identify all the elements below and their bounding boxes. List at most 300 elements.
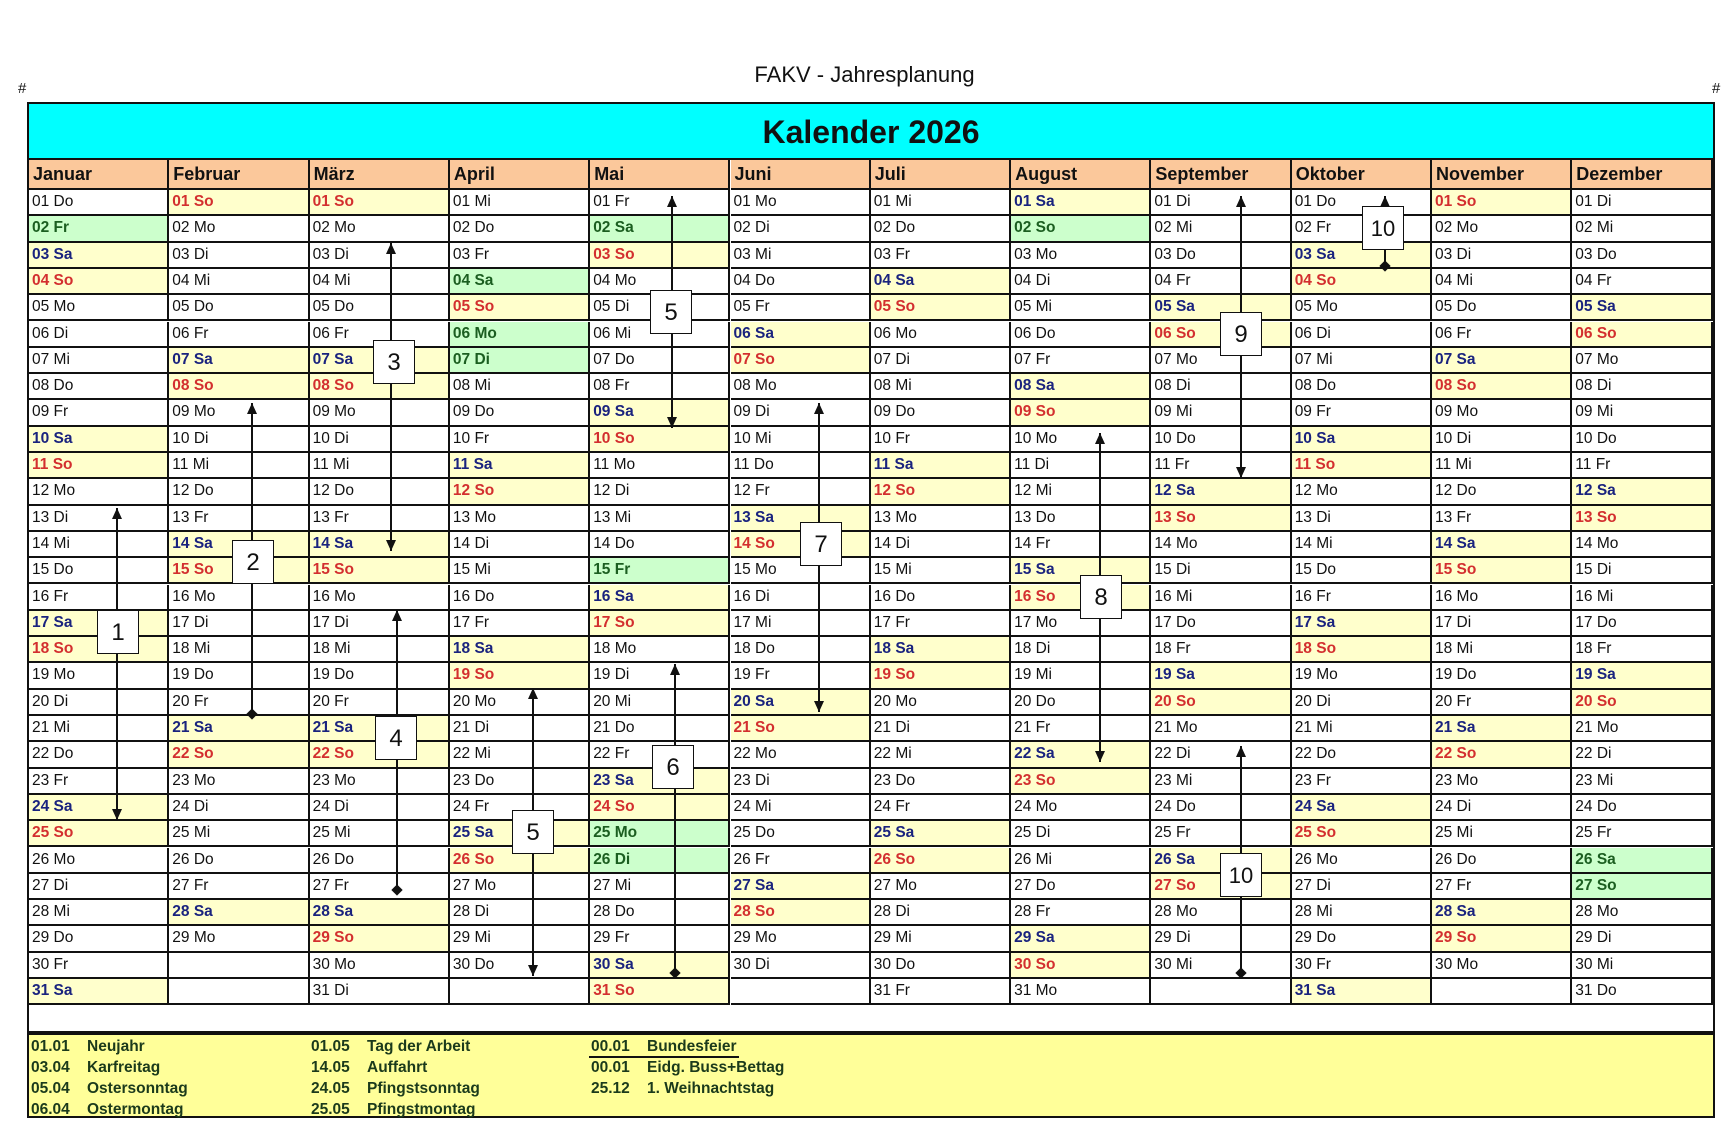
day-cell: 09 Mi [1572,400,1712,426]
day-cell: 06 Fr [310,322,450,348]
day-cell: 29 So [1432,926,1572,952]
day-cell: 07 Mi [29,348,169,374]
month-header: Februar [169,160,309,190]
day-cell: 22 Di [1572,742,1712,768]
day-cell: 12 Mi [1011,479,1151,505]
month-header: März [310,160,450,190]
day-cell: 20 Fr [310,690,450,716]
month-header: Mai [590,160,730,190]
day-cell: 23 Mi [1572,769,1712,795]
day-cell: 08 Di [1572,374,1712,400]
day-cell: 08 Mo [731,374,871,400]
day-cell: 13 Mo [871,506,1011,532]
day-cell: 02 Do [871,216,1011,242]
day-cell: 11 Mi [310,453,450,479]
day-cell: 04 Fr [1151,269,1291,295]
day-cell: 21 Mi [29,716,169,742]
day-cell: 09 Mo [310,400,450,426]
day-cell: 26 Di [590,848,730,874]
day-cell: 07 Mo [1151,348,1291,374]
day-cell: 03 Do [1572,243,1712,269]
arrow-head [667,196,677,207]
day-cell: 01 Di [1151,190,1291,216]
day-cell: 22 So [1432,742,1572,768]
day-cell: 13 Di [1292,506,1432,532]
legend-holiday-name: Ostermontag [87,1101,184,1118]
day-cell: 15 Mi [450,558,590,584]
day-cell: 09 So [1011,400,1151,426]
day-cell: 13 Fr [310,506,450,532]
day-cell: 01 So [1432,190,1572,216]
day-cell: 11 Mo [590,453,730,479]
day-cell: 30 Do [450,953,590,979]
day-cell: 27 Mo [871,874,1011,900]
day-cell: 26 Fr [731,848,871,874]
day-cell: 13 Di [29,506,169,532]
day-cell: 22 Mi [871,742,1011,768]
day-cell: 29 Mi [871,926,1011,952]
day-cell: 17 Mo [1011,611,1151,637]
day-cell: 03 Di [310,243,450,269]
day-cell: 04 Sa [450,269,590,295]
day-cell: 30 Mi [1572,953,1712,979]
day-cell: 15 So [310,558,450,584]
marker-box: 5 [650,290,692,334]
day-cell: 31 Mo [1011,979,1151,1005]
day-cell: 23 Fr [1292,769,1432,795]
day-cell: 24 Mi [731,795,871,821]
day-cell: 17 Di [1432,611,1572,637]
day-cell: 31 So [590,979,730,1005]
arrow-head [247,403,257,414]
day-cell: 06 Fr [169,322,309,348]
day-cell: 18 Mi [310,637,450,663]
day-cell: 02 Fr [1292,216,1432,242]
day-cell: 07 Mo [1572,348,1712,374]
day-cell: 05 Mi [1011,295,1151,321]
day-cell: 25 Sa [871,821,1011,847]
day-cell: 13 Mo [450,506,590,532]
month-header: Januar [29,160,169,190]
day-cell: 24 Do [1572,795,1712,821]
day-cell: 26 Do [310,848,450,874]
day-cell: 08 Do [1292,374,1432,400]
day-cell: 14 So [731,532,871,558]
day-cell: 28 So [731,900,871,926]
day-cell: 29 Sa [1011,926,1151,952]
day-cell: 19 Mi [1011,663,1151,689]
day-cell: 28 Sa [1432,900,1572,926]
day-cell: 10 Di [1432,427,1572,453]
day-cell: 09 Fr [29,400,169,426]
legend-date: 01.05 [311,1038,350,1055]
day-cell: 31 Do [1572,979,1712,1005]
day-cell: 30 Mi [1151,953,1291,979]
month-header: Dezember [1572,160,1712,190]
day-cell: 24 Mo [1011,795,1151,821]
day-cell: 05 Do [310,295,450,321]
day-cell: 04 So [29,269,169,295]
legend-date: 03.04 [31,1059,70,1076]
day-cell: 11 Fr [1572,453,1712,479]
day-cell: 28 Mi [1292,900,1432,926]
day-cell: 09 Mo [169,400,309,426]
day-cell: 23 Do [450,769,590,795]
day-cell: 14 Mi [29,532,169,558]
day-cell: 19 Mo [29,663,169,689]
day-cell: 05 Di [590,295,730,321]
day-cell: 20 Mo [871,690,1011,716]
day-cell: 24 Di [169,795,309,821]
day-cell: 10 Fr [450,427,590,453]
day-cell: 03 Mo [1011,243,1151,269]
day-cell: 10 Sa [29,427,169,453]
day-cell: 07 Mi [1292,348,1432,374]
day-cell: 20 Sa [731,690,871,716]
day-cell: 13 Do [1011,506,1151,532]
day-cell: 24 Fr [871,795,1011,821]
day-cell: 23 Mo [1432,769,1572,795]
day-cell: 25 Mi [310,821,450,847]
day-cell: 09 Di [731,400,871,426]
day-cell: 14 Do [590,532,730,558]
day-cell: 03 Fr [450,243,590,269]
day-cell: 11 Sa [450,453,590,479]
day-cell: 05 Sa [1151,295,1291,321]
day-cell: 06 Do [1011,322,1151,348]
legend-date: 25.05 [311,1101,350,1118]
day-cell: 23 Mo [310,769,450,795]
day-cell: 14 Sa [310,532,450,558]
day-cell: 29 Fr [590,926,730,952]
calendar-title: Kalender 2026 [29,104,1713,160]
day-cell: 10 Mo [1011,427,1151,453]
day-cell: 29 Di [1151,926,1291,952]
day-cell: 28 Do [590,900,730,926]
day-cell: 17 Sa [29,611,169,637]
day-cell: 01 So [310,190,450,216]
day-cell: 04 So [1292,269,1432,295]
day-cell: 18 So [29,637,169,663]
day-cell: 12 Do [169,479,309,505]
day-cell: 28 Fr [1011,900,1151,926]
day-cell: 19 Do [1432,663,1572,689]
day-cell: 16 Fr [1292,585,1432,611]
legend-holiday-name: Pfingstmontag [367,1101,476,1118]
day-cell: 30 Do [871,953,1011,979]
day-cell: 04 Sa [871,269,1011,295]
day-cell: 16 Mi [1151,585,1291,611]
day-cell: 21 Fr [1011,716,1151,742]
day-cell: 28 Mi [29,900,169,926]
marker-box: 7 [800,522,842,566]
day-cell: 19 Di [590,663,730,689]
day-cell: 27 Fr [1432,874,1572,900]
day-cell: 22 Mi [450,742,590,768]
day-cell: 21 Mo [1151,716,1291,742]
day-cell: 02 Sa [590,216,730,242]
day-cell: 15 Di [1572,558,1712,584]
arrow-head [667,417,677,428]
day-cell: 14 Mi [1292,532,1432,558]
day-cell: 21 Sa [310,716,450,742]
day-cell: 04 Mo [590,269,730,295]
legend-holiday-name: Tag der Arbeit [367,1038,471,1055]
day-cell: 27 Mo [450,874,590,900]
marker-box: 10 [1362,206,1404,250]
day-cell: 26 Sa [1151,848,1291,874]
day-cell: 03 Sa [1292,243,1432,269]
document-title: FAKV - Jahresplanung [754,62,975,87]
day-cell: 01 Sa [1011,190,1151,216]
day-cell: 15 Do [29,558,169,584]
day-cell: 04 Mi [169,269,309,295]
day-cell: 26 Mo [29,848,169,874]
day-cell: 25 Fr [1572,821,1712,847]
day-cell: 19 Do [169,663,309,689]
day-cell: 03 Sa [29,243,169,269]
day-cell: 13 Sa [731,506,871,532]
day-cell: 29 Mi [450,926,590,952]
day-cell: 08 Mi [450,374,590,400]
day-cell: 17 Mi [731,611,871,637]
day-cell: 12 Mo [29,479,169,505]
day-cell: 11 Sa [871,453,1011,479]
legend-date: 24.05 [311,1080,350,1097]
day-cell: 18 Mi [1432,637,1572,663]
day-cell: 28 Sa [169,900,309,926]
month-header: Juli [871,160,1011,190]
legend-date: 00.01 [591,1059,630,1076]
day-cell: 20 Mi [590,690,730,716]
day-cell: 15 Fr [590,558,730,584]
day-cell: 31 Fr [871,979,1011,1005]
day-cell: 10 Mi [731,427,871,453]
day-cell: 24 Di [1432,795,1572,821]
day-cell: 07 Di [871,348,1011,374]
day-cell: 26 So [871,848,1011,874]
day-cell: 01 Fr [590,190,730,216]
day-cell: 12 Do [1432,479,1572,505]
day-cell: 04 Do [731,269,871,295]
day-cell: 20 So [1572,690,1712,716]
day-cell: 09 Mo [1432,400,1572,426]
day-cell: 19 Sa [1572,663,1712,689]
arrow-head [670,664,680,675]
legend-date: 05.04 [31,1080,70,1097]
day-cell: 08 Do [29,374,169,400]
legend-holiday-name: Eidg. Buss+Bettag [647,1059,785,1076]
day-cell: 27 Do [1011,874,1151,900]
day-cell: 12 Mo [1292,479,1432,505]
day-cell: 23 Do [871,769,1011,795]
day-cell: 03 Fr [871,243,1011,269]
day-cell: 21 So [731,716,871,742]
diamond-end [391,884,402,895]
arrow-head [528,965,538,976]
day-cell: 05 Do [1432,295,1572,321]
day-cell: 22 Fr [590,742,730,768]
day-cell: 25 Mo [590,821,730,847]
legend-holiday-name: Ostersonntag [87,1080,188,1097]
day-cell: 29 Do [29,926,169,952]
day-cell: 21 Di [871,716,1011,742]
legend-date: 25.12 [591,1080,630,1097]
day-cell: 19 Mo [1292,663,1432,689]
day-cell: 08 So [1432,374,1572,400]
day-cell: 07 Di [450,348,590,374]
day-cell: 05 So [871,295,1011,321]
day-cell: 05 Sa [1572,295,1712,321]
day-cell: 09 Sa [590,400,730,426]
day-cell: 02 Mo [310,216,450,242]
day-cell: 26 Mo [1292,848,1432,874]
day-cell: 09 Do [450,400,590,426]
legend-date: 01.01 [31,1038,70,1055]
day-cell: 28 Mo [1151,900,1291,926]
day-cell: 13 So [1151,506,1291,532]
day-cell: 25 Do [731,821,871,847]
day-cell: 11 Fr [1151,453,1291,479]
day-cell: 02 Mi [1151,216,1291,242]
day-cell: 21 Sa [169,716,309,742]
arrow-head [1236,467,1246,478]
day-cell: 16 Di [731,585,871,611]
day-cell: 08 So [169,374,309,400]
day-cell: 28 Di [450,900,590,926]
legend-date: 14.05 [311,1059,350,1076]
day-cell: 02 Fr [29,216,169,242]
day-cell: 26 Mi [1011,848,1151,874]
day-cell: 14 Sa [169,532,309,558]
day-cell: 07 Do [590,348,730,374]
day-cell: 11 So [29,453,169,479]
day-cell: 25 Sa [450,821,590,847]
marker-box: 4 [375,716,417,760]
day-cell: 02 Mo [1432,216,1572,242]
day-cell: 07 Sa [1432,348,1572,374]
day-cell: 01 Mi [871,190,1011,216]
day-cell: 22 Mo [731,742,871,768]
arrow-head [528,688,538,699]
day-cell: 26 Do [1432,848,1572,874]
day-cell: 31 Sa [1292,979,1432,1005]
day-cell: 18 Fr [1572,637,1712,663]
arrow-head [1095,751,1105,762]
day-cell: 31 Di [310,979,450,1005]
day-cell: 09 Mi [1151,400,1291,426]
day-cell: 01 So [169,190,309,216]
day-cell: 17 Di [310,611,450,637]
day-cell: 16 Mo [1432,585,1572,611]
day-cell: 04 Di [1011,269,1151,295]
day-cell: 30 Mo [310,953,450,979]
day-cell: 25 Di [1011,821,1151,847]
day-cell: 12 Fr [731,479,871,505]
day-cell: 15 Mo [731,558,871,584]
arrow-head [814,403,824,414]
day-cell: 27 So [1151,874,1291,900]
day-cell: 07 So [731,348,871,374]
day-cell: 22 Do [29,742,169,768]
day-cell: 05 Mo [29,295,169,321]
day-cell: 02 Di [731,216,871,242]
day-cell: 29 Do [1292,926,1432,952]
day-cell: 29 So [310,926,450,952]
day-cell: 17 Do [1572,611,1712,637]
day-cell: 06 Di [29,322,169,348]
day-cell: 13 Mi [590,506,730,532]
day-cell: 23 Fr [29,769,169,795]
day-cell: 20 Fr [169,690,309,716]
day-cell: 23 So [1011,769,1151,795]
arrow-head [386,540,396,551]
day-cell: 20 Fr [1432,690,1572,716]
day-cell: 17 Fr [450,611,590,637]
diamond-end [1379,260,1390,271]
day-cell: 03 Mi [731,243,871,269]
day-cell: 08 Di [1151,374,1291,400]
day-cell: 06 So [1151,322,1291,348]
day-cell: 13 So [1572,506,1712,532]
day-cell: 16 Do [450,585,590,611]
day-cell: 15 Mi [871,558,1011,584]
day-cell: 20 Di [29,690,169,716]
day-cell: 24 Di [310,795,450,821]
day-cell: 08 Sa [1011,374,1151,400]
day-cell: 11 Do [731,453,871,479]
day-cell: 09 Fr [1292,400,1432,426]
day-cell: 26 Do [169,848,309,874]
day-cell: 01 Do [29,190,169,216]
day-cell: 12 Di [590,479,730,505]
day-cell: 06 Di [1292,322,1432,348]
marker-box: 10 [1220,853,1262,897]
day-cell: 30 Fr [29,953,169,979]
month-header: Juni [731,160,871,190]
day-cell: 03 So [590,243,730,269]
corner-mark-left: # [18,80,27,97]
day-cell: 24 Do [1151,795,1291,821]
marker-box: 9 [1220,312,1262,356]
day-cell: 03 Di [169,243,309,269]
day-cell: 02 Do [450,216,590,242]
day-cell: 19 So [450,663,590,689]
arrow-head [392,610,402,621]
day-cell: 30 Di [731,953,871,979]
legend-holiday-name: Pfingstsonntag [367,1080,480,1097]
day-cell: 08 Fr [590,374,730,400]
day-cell: 28 Mo [1572,900,1712,926]
day-cell: 06 Mo [871,322,1011,348]
day-cell: 17 Do [1151,611,1291,637]
month-header: April [450,160,590,190]
marker-box: 2 [232,540,274,584]
diamond-end [1235,967,1246,978]
day-cell: 21 Do [590,716,730,742]
day-cell: 12 Sa [1151,479,1291,505]
arrow-head [112,809,122,820]
day-cell: 17 Fr [871,611,1011,637]
day-cell: 18 So [1292,637,1432,663]
month-header: Oktober [1292,160,1432,190]
day-cell: 02 Mo [169,216,309,242]
day-cell: 27 Mi [590,874,730,900]
day-cell: 25 Fr [1151,821,1291,847]
day-cell: 22 So [169,742,309,768]
day-cell: 10 Do [1572,427,1712,453]
day-cell: 16 Fr [29,585,169,611]
